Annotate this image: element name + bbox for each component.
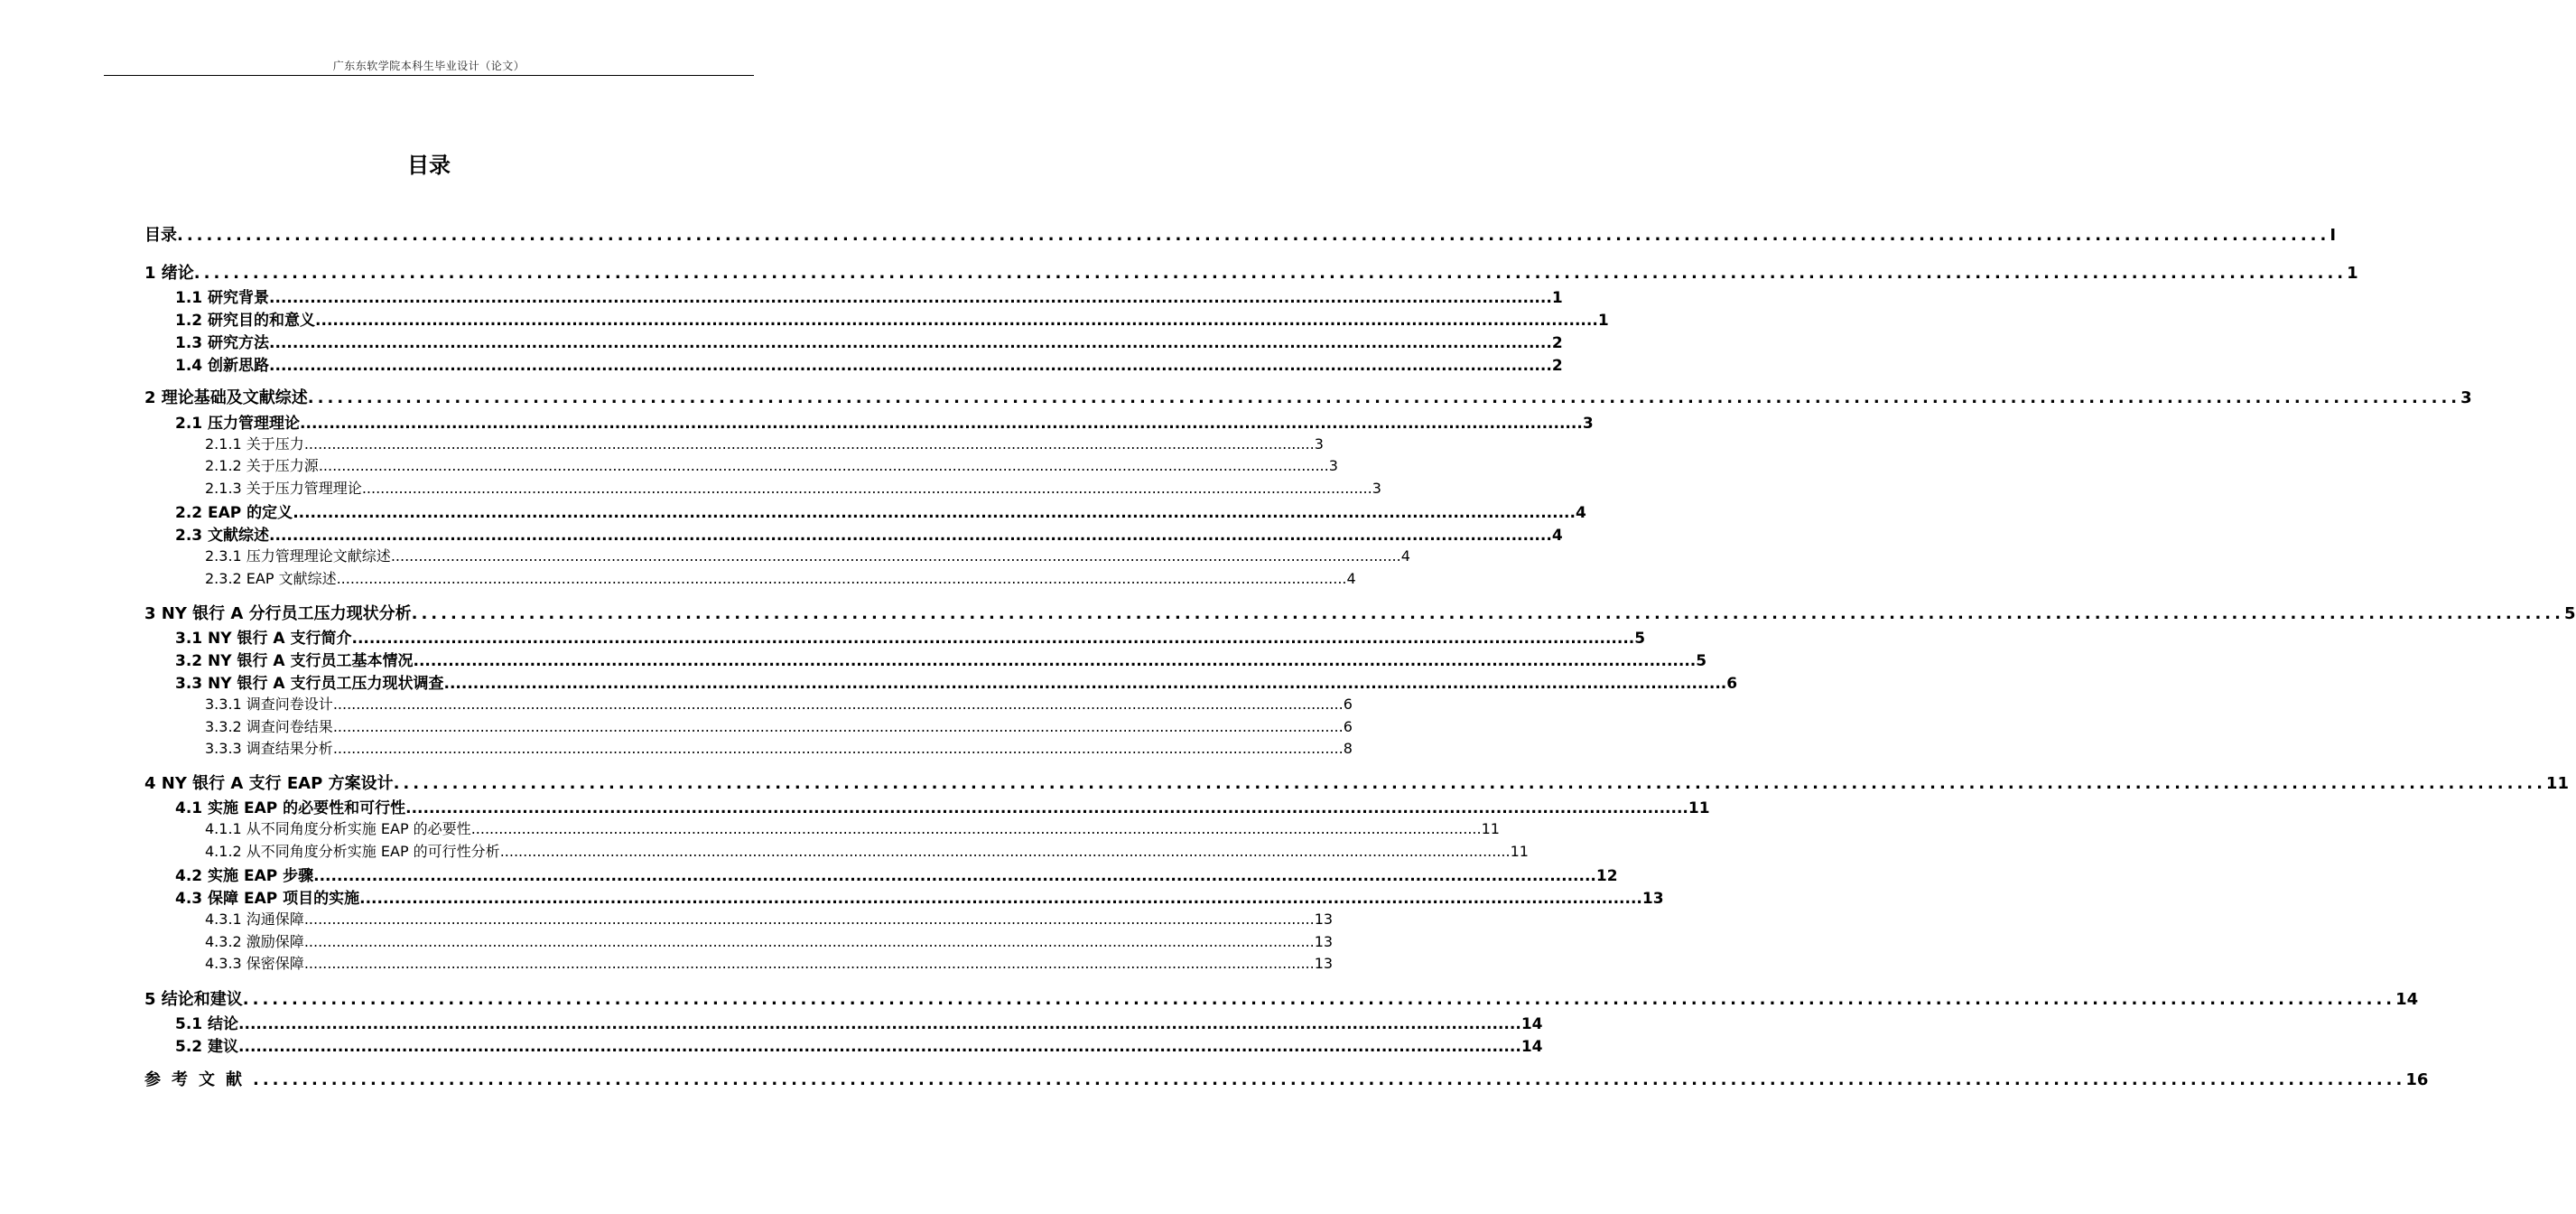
toc-page: 4	[1400, 547, 1410, 565]
toc-entry[interactable]	[175, 500, 1586, 522]
toc-label: 参考文献	[144, 1070, 253, 1089]
toc-leader: ............................................................................................................................................................................................................................	[332, 696, 1344, 713]
toc-leader: ............................................................................................................................................................................................................................	[193, 264, 2348, 283]
toc-page: 3	[1328, 457, 1338, 474]
toc-entry[interactable]	[144, 222, 2337, 246]
toc-label: 3 NY 银行 A 分行员工压力现状分析	[144, 604, 412, 623]
page-title: 目录	[407, 153, 451, 178]
toc-entry[interactable]	[175, 885, 1664, 908]
toc-leader: ............................................................................................................................................................................................................................	[393, 774, 2546, 793]
toc-leader: ............................................................................................................................................................................................................................	[359, 890, 1642, 908]
toc-entry[interactable]	[205, 908, 1334, 929]
toc-page: 2	[1551, 357, 1563, 375]
toc-leader: ............................................................................................................................................................................................................................	[242, 990, 2396, 1009]
toc-entry[interactable]	[144, 260, 2358, 284]
toc-page: I	[2330, 226, 2337, 245]
toc-leader: ............................................................................................................................................................................................................................	[269, 527, 1552, 545]
toc-leader: ............................................................................................................................................................................................................................	[269, 334, 1552, 352]
toc-entry[interactable]	[205, 433, 1324, 453]
toc-page: 4	[1346, 570, 1356, 587]
toc-page: 13	[1314, 910, 1334, 928]
toc-page: 4	[1551, 527, 1563, 545]
toc-label: 2.3.1 压力管理理论文献综述	[205, 547, 391, 565]
toc-page: 2	[1551, 334, 1563, 352]
toc-leader: ............................................................................................................................................................................................................................	[315, 312, 1598, 330]
toc-page: 13	[1314, 955, 1334, 972]
toc-label: 1.1 研究背景	[175, 289, 270, 307]
toc-label: 3.2 NY 银行 A 支行员工基本情况	[175, 652, 414, 670]
toc-entry[interactable]	[205, 817, 1500, 838]
toc-label: 1.2 研究目的和意义	[175, 312, 316, 330]
toc-leader: ............................................................................................................................................................................................................................	[470, 820, 1482, 837]
toc-entry[interactable]	[205, 952, 1334, 973]
toc-leader: ............................................................................................................................................................................................................................	[336, 570, 1347, 587]
toc-leader: ............................................................................................................................................................................................................................	[318, 457, 1329, 474]
toc-leader: ............................................................................................................................................................................................................................	[351, 630, 1635, 648]
toc-entry[interactable]	[175, 522, 1563, 545]
toc-label: 2.1.1 关于压力	[205, 435, 304, 453]
toc-page: 14	[2395, 990, 2419, 1009]
toc-entry[interactable]	[144, 770, 2569, 794]
toc-leader: ............................................................................................................................................................................................................................	[303, 435, 1315, 453]
toc-page: 14	[1520, 1038, 1543, 1056]
toc-label: 4.3.3 保密保障	[205, 955, 304, 972]
toc-label: 3.3.1 调查问卷设计	[205, 696, 333, 713]
toc-leader: ............................................................................................................................................................................................................................	[293, 504, 1576, 522]
toc-page: 11	[1510, 843, 1529, 860]
toc-label: 3.3.3 调查结果分析	[205, 740, 333, 757]
toc-label: 5.2 建议	[175, 1038, 239, 1056]
toc-label: 2.2 EAP 的定义	[175, 504, 293, 522]
toc-entry[interactable]	[175, 285, 1563, 307]
toc-leader: ............................................................................................................................................................................................................................	[332, 740, 1344, 757]
toc-label: 5.1 结论	[175, 1015, 239, 1033]
toc-page: 8	[1343, 740, 1353, 757]
toc-entry[interactable]	[175, 352, 1563, 375]
toc-label: 4.1 实施 EAP 的必要性和可行性	[175, 799, 406, 817]
toc-entry[interactable]	[175, 625, 1646, 648]
toc-label: 4.3.1 沟通保障	[205, 910, 304, 928]
toc-page: 13	[1314, 933, 1334, 950]
toc-label: 2 理论基础及文献综述	[144, 388, 308, 407]
toc-entry[interactable]	[175, 795, 1710, 817]
toc-page: 1	[1551, 289, 1563, 307]
toc-page: 16	[2405, 1070, 2429, 1089]
header-rule	[104, 75, 754, 76]
toc-leader: ............................................................................................................................................................................................................................	[405, 799, 1688, 817]
toc-page: 1	[1597, 312, 1609, 330]
toc-leader: ............................................................................................................................................................................................................................	[238, 1015, 1521, 1033]
toc-entry[interactable]	[205, 930, 1334, 951]
toc-leader: ............................................................................................................................................................................................................................	[303, 933, 1315, 950]
toc-leader: ............................................................................................................................................................................................................................	[269, 357, 1552, 375]
toc-label: 2.1.3 关于压力管理理论	[205, 480, 362, 497]
toc-entry[interactable]	[175, 863, 1618, 885]
toc-label: 3.3 NY 银行 A 支行员工压力现状调查	[175, 675, 444, 693]
toc-page: 6	[1343, 718, 1353, 735]
toc-label: 1.3 研究方法	[175, 334, 270, 352]
toc-entry[interactable]	[205, 567, 1356, 588]
toc-page: 5	[1696, 652, 1707, 670]
toc-entry[interactable]	[175, 1011, 1543, 1033]
toc-entry[interactable]	[175, 410, 1594, 433]
toc-leader: ............................................................................................................................................................................................................................	[269, 289, 1552, 307]
toc-leader: ............................................................................................................................................................................................................................	[413, 652, 1697, 670]
page-header: 广东东软学院本科生毕业设计（论文）	[332, 60, 525, 72]
toc-label: 目录	[144, 226, 177, 245]
toc-entry[interactable]	[175, 648, 1707, 670]
toc-leader: ............................................................................................................................................................................................................................	[177, 226, 2330, 245]
toc-label: 1 绪论	[144, 264, 194, 283]
toc-label: 2.1.2 关于压力源	[205, 457, 319, 474]
toc-entry[interactable]	[205, 477, 1381, 498]
toc-page: 5	[2563, 604, 2576, 623]
toc-leader: ............................................................................................................................................................................................................................	[313, 867, 1596, 885]
toc-label: 2.1 压力管理理论	[175, 415, 301, 433]
toc-entry[interactable]	[144, 986, 2419, 1010]
toc-leader: ............................................................................................................................................................................................................................	[300, 415, 1583, 433]
toc-entry[interactable]	[205, 840, 1529, 861]
toc-label: 4.2 实施 EAP 步骤	[175, 867, 314, 885]
toc-label: 4 NY 银行 A 支行 EAP 方案设计	[144, 774, 394, 793]
toc-leader: ............................................................................................................................................................................................................................	[238, 1038, 1521, 1056]
toc-page: 6	[1726, 675, 1738, 693]
toc-label: 4.3.2 激励保障	[205, 933, 304, 950]
toc-leader: ............................................................................................................................................................................................................................	[411, 604, 2564, 623]
toc-entry[interactable]	[144, 1067, 2429, 1090]
toc-entry[interactable]	[144, 601, 2576, 624]
toc-leader: ............................................................................................................................................................................................................................	[253, 1070, 2406, 1089]
toc-entry[interactable]	[175, 670, 1738, 693]
toc-label: 3.3.2 调查问卷结果	[205, 718, 333, 735]
toc-leader: ............................................................................................................................................................................................................................	[499, 843, 1511, 860]
toc-page: 3	[2460, 388, 2472, 407]
toc-page: 14	[1520, 1015, 1543, 1033]
toc-leader: ............................................................................................................................................................................................................................	[303, 955, 1315, 972]
toc-label: 2.3.2 EAP 文献综述	[205, 570, 337, 587]
toc-leader: ............................................................................................................................................................................................................................	[390, 547, 1401, 565]
toc-label: 4.3 保障 EAP 项目的实施	[175, 890, 360, 908]
toc-page: 3	[1372, 480, 1381, 497]
toc-page: 11	[1481, 820, 1500, 837]
toc-leader: ............................................................................................................................................................................................................................	[443, 675, 1727, 693]
toc-page: 6	[1343, 696, 1353, 713]
toc-label: 3.1 NY 银行 A 支行简介	[175, 630, 352, 648]
toc-page: 4	[1575, 504, 1586, 522]
toc-entry[interactable]	[144, 385, 2472, 408]
toc-label: 4.1.1 从不同角度分析实施 EAP 的必要性	[205, 820, 471, 837]
toc-entry[interactable]	[175, 307, 1609, 330]
toc-leader: ............................................................................................................................................................................................................................	[307, 388, 2461, 407]
toc-entry[interactable]	[205, 545, 1410, 565]
toc-page: 11	[1688, 799, 1710, 817]
toc-entry[interactable]	[205, 715, 1353, 736]
toc-leader: ............................................................................................................................................................................................................................	[361, 480, 1372, 497]
toc-page: 1	[2347, 264, 2358, 283]
toc-label: 1.4 创新思路	[175, 357, 270, 375]
toc-label: 2.3 文献综述	[175, 527, 270, 545]
toc-leader: ............................................................................................................................................................................................................................	[303, 910, 1315, 928]
toc-page: 13	[1641, 890, 1664, 908]
toc-entry[interactable]	[205, 454, 1338, 475]
toc-leader: ............................................................................................................................................................................................................................	[332, 718, 1344, 735]
toc-page: 12	[1595, 867, 1618, 885]
toc-page: 11	[2545, 774, 2569, 793]
toc-label: 5 结论和建议	[144, 990, 243, 1009]
toc-page: 3	[1582, 415, 1594, 433]
toc-label: 4.1.2 从不同角度分析实施 EAP 的可行性分析	[205, 843, 500, 860]
toc-entry[interactable]	[175, 1033, 1543, 1056]
toc-entry[interactable]	[205, 737, 1353, 758]
toc-entry[interactable]	[175, 330, 1563, 352]
toc-entry[interactable]	[205, 693, 1353, 714]
toc-page: 3	[1314, 435, 1324, 453]
toc-page: 5	[1634, 630, 1646, 648]
